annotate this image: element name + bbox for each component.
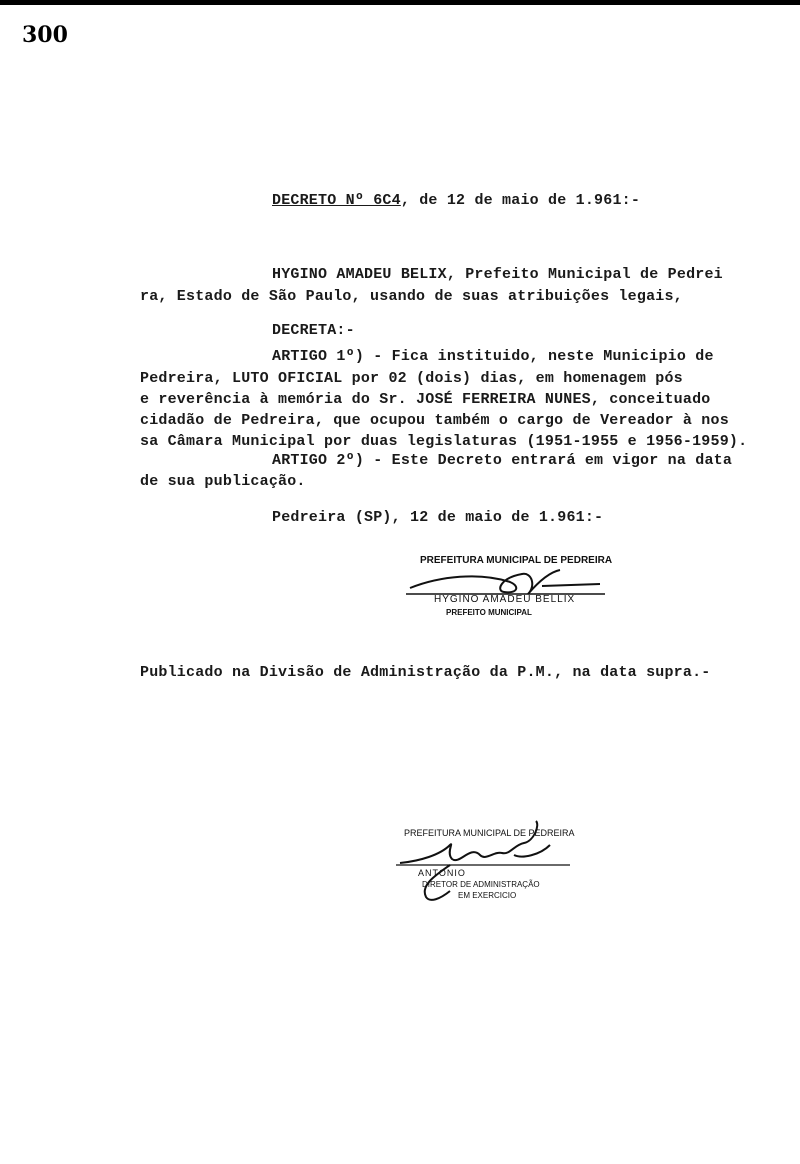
director-stamp-note: EM EXERCICIO — [458, 891, 517, 900]
decree-date: , de 12 de maio de 1.961:- — [400, 192, 641, 209]
mayor-stamp-title: PREFEITO MUNICIPAL — [446, 608, 532, 617]
article-2-line-1: ARTIGO 2º) - Este Decreto entrará em vigor na data — [272, 452, 733, 469]
article-1-line-4: cidadão de Pedreira, que ocupou também o cargo de Vereador à nos — [140, 412, 729, 429]
decree-heading — [272, 192, 640, 209]
decreta-label: DECRETA:- — [272, 322, 355, 339]
director-stamp-title: DIRETOR DE ADMINISTRAÇÃO — [422, 880, 540, 889]
decree-title: DECRETO Nº 6C4 — [272, 192, 401, 209]
mayor-stamp-header: PREFEITURA MUNICIPAL DE PEDREIRA — [420, 555, 613, 566]
article-1-line-2: Pedreira, LUTO OFICIAL por 02 (dois) dias, em homenagem pós — [140, 370, 683, 387]
director-stamp-name: ANTONIO — [418, 868, 466, 878]
article-1-line-1: ARTIGO 1º) - Fica instituido, neste Municipio de — [272, 348, 714, 365]
preamble-line-1: HYGINO AMADEU BELIX, Prefeito Municipal de Pedrei — [272, 266, 723, 283]
page-number: 300 — [22, 22, 68, 48]
director-stamp-header: PREFEITURA MUNICIPAL DE PEDREIRA — [404, 828, 575, 838]
mayor-stamp-name: HYGINO AMADEU BELLIX — [434, 594, 576, 605]
place-date-line: Pedreira (SP), 12 de maio de 1.961:- — [272, 509, 604, 526]
article-1-line-3: e reverência à memória do Sr. JOSÉ FERREIRA NUNES, conceituado — [140, 391, 711, 408]
article-1-line-5: sa Câmara Municipal por duas legislaturas (1951-1955 e 1956-1959). — [140, 433, 748, 450]
publication-note: Publicado na Divisão de Administração da P.M., na data supra.- — [140, 664, 711, 681]
preamble-line-2: ra, Estado de São Paulo, usando de suas atribuições legais, — [140, 288, 683, 305]
article-2-line-2: de sua publicação. — [140, 473, 306, 490]
top-border — [0, 0, 800, 5]
